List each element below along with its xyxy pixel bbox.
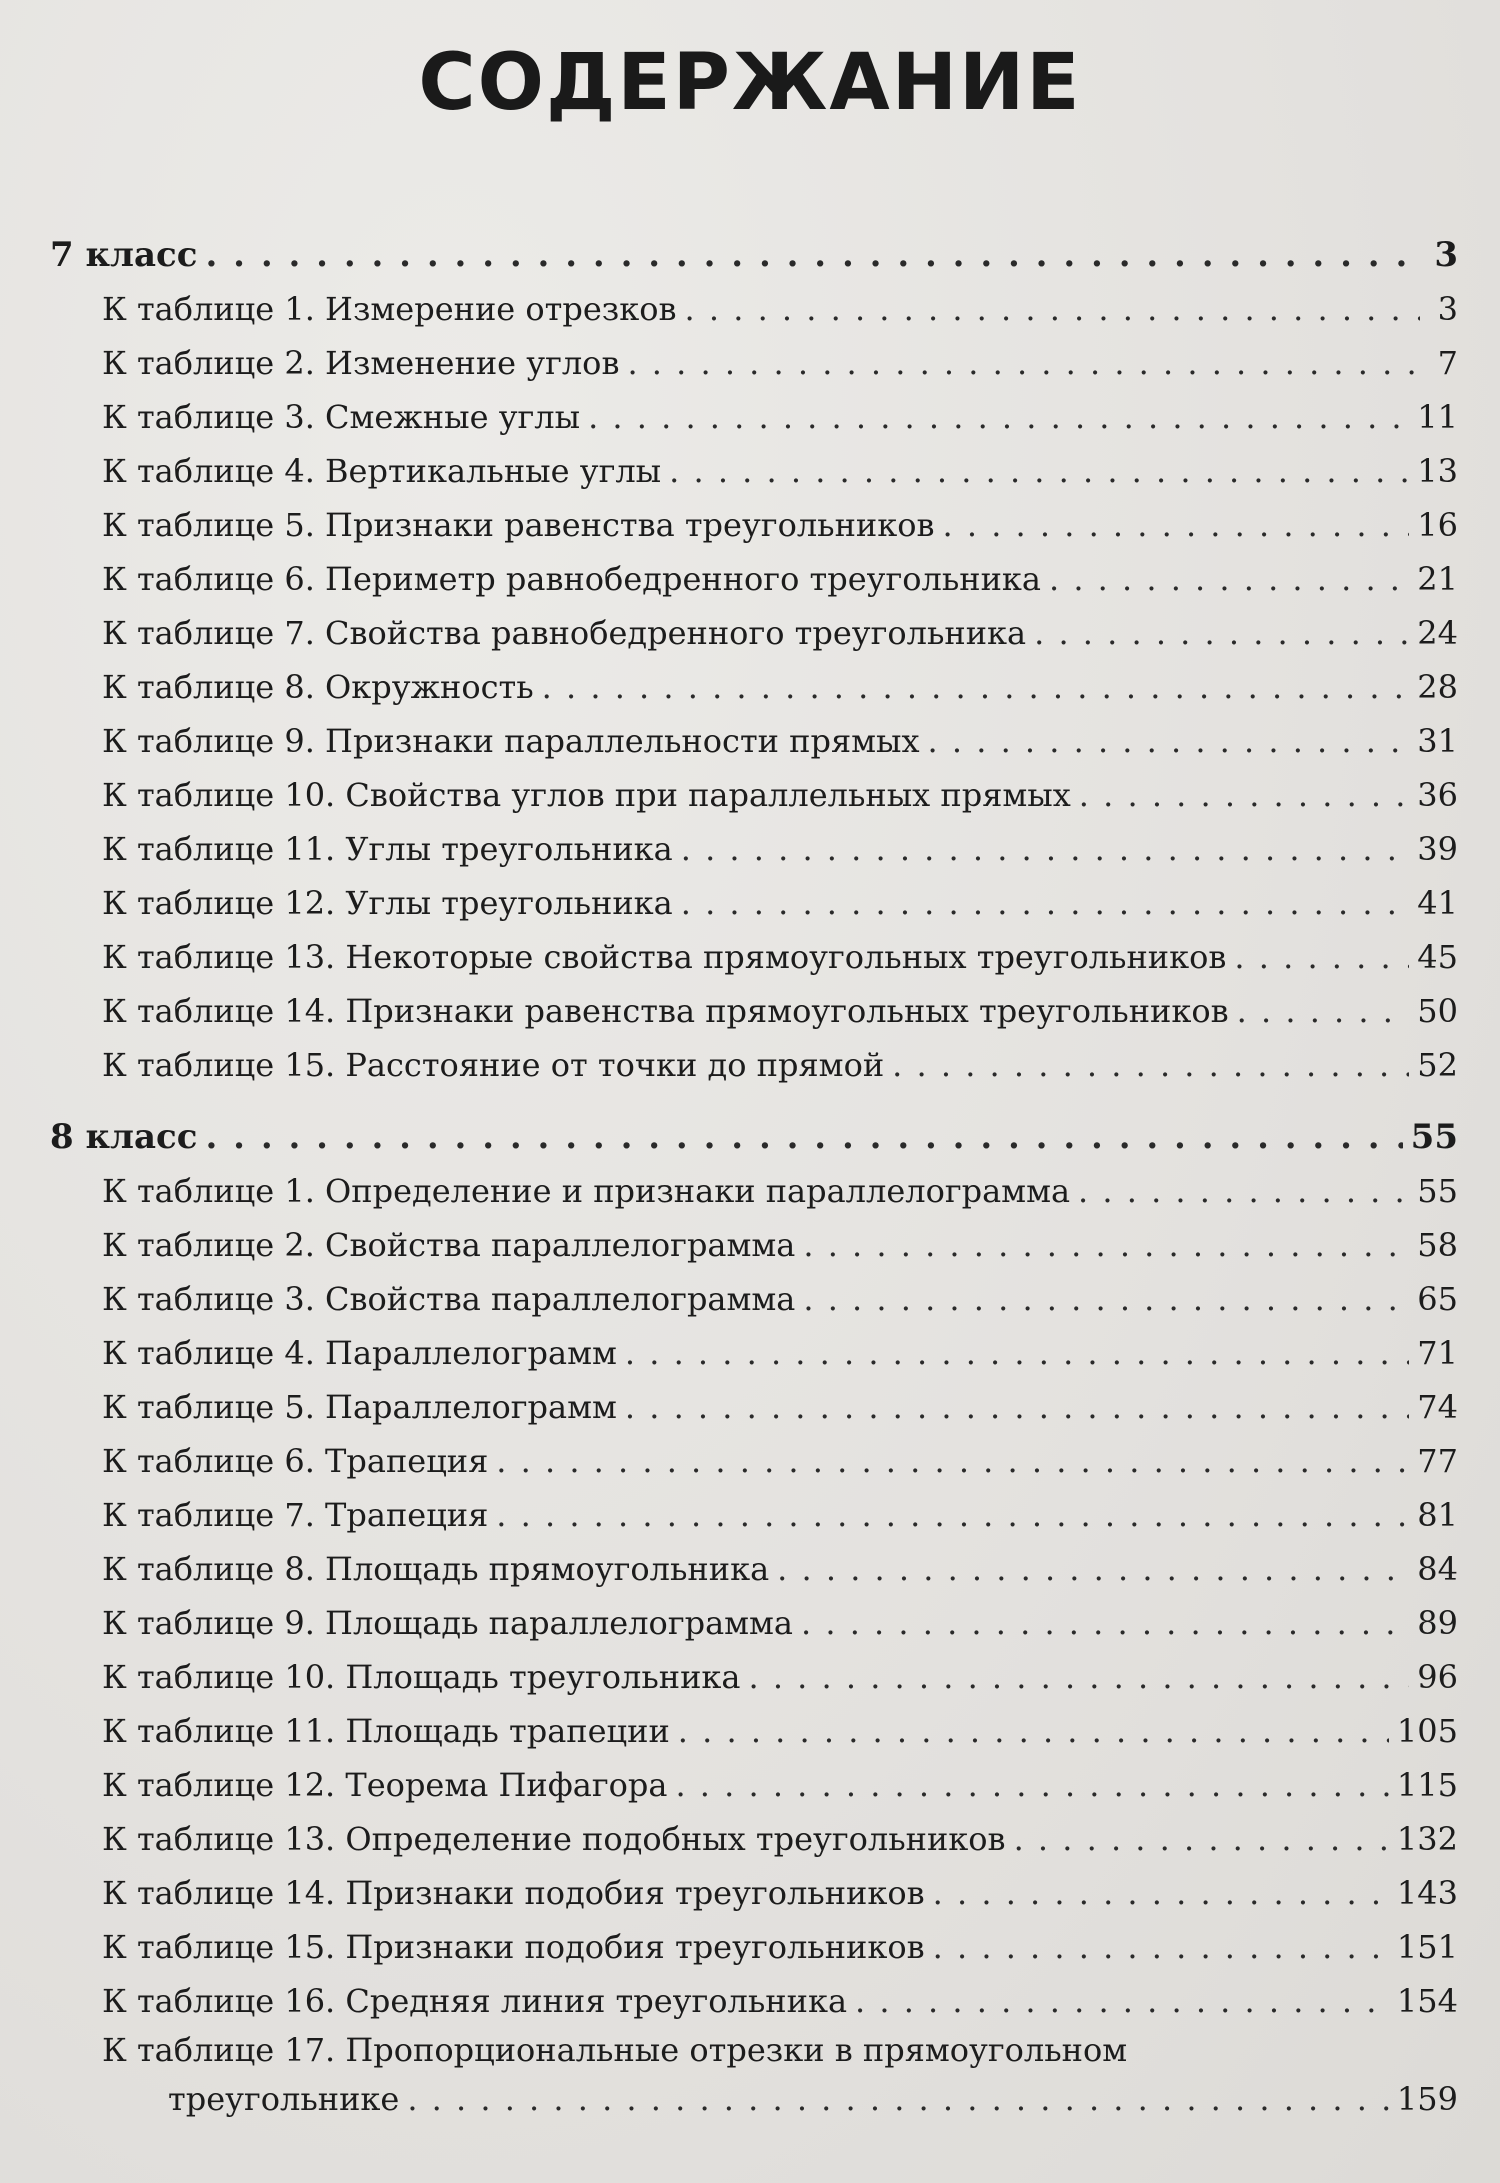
page-number: 58 <box>1417 1226 1458 1264</box>
toc-entry[interactable] <box>50 714 1458 768</box>
dot-leader <box>675 1758 1388 1812</box>
toc-entry-label: К таблице 15. Признаки подобия треугольников <box>102 1928 925 1966</box>
page-number: 31 <box>1417 722 1458 760</box>
page-number: 36 <box>1417 776 1458 814</box>
toc-section <box>50 1110 1458 2126</box>
toc-entry[interactable] <box>50 1272 1458 1326</box>
section-heading[interactable] <box>50 228 1458 282</box>
toc-entry-label: К таблице 6. Периметр равнобедренного треугольника <box>102 560 1041 598</box>
toc-entry[interactable] <box>50 606 1458 660</box>
page-number: 50 <box>1417 992 1458 1030</box>
toc-entry-label: К таблице 9. Площадь параллелограмма <box>102 1604 793 1642</box>
toc-entry[interactable] <box>50 390 1458 444</box>
dot-leader <box>542 660 1410 714</box>
toc-entry[interactable] <box>50 876 1458 930</box>
toc-entry-label: К таблице 14. Признаки равенства прямоугольных треугольников <box>102 992 1229 1030</box>
toc-entry[interactable] <box>50 1650 1458 1704</box>
page-number: 52 <box>1417 1046 1458 1084</box>
toc-entry[interactable] <box>50 930 1458 984</box>
toc-entry[interactable] <box>50 1038 1458 1092</box>
toc-entry[interactable] <box>50 1812 1458 1866</box>
toc-entry-label: К таблице 13. Определение подобных треугольников <box>102 1820 1006 1858</box>
dot-leader <box>1049 552 1409 606</box>
toc-entry[interactable] <box>50 1434 1458 1488</box>
page-number: 96 <box>1417 1658 1458 1696</box>
page-number: 7 <box>1437 344 1458 382</box>
toc-entry-label: К таблице 10. Свойства углов при параллельных прямых <box>102 776 1071 814</box>
toc-entry[interactable] <box>50 444 1458 498</box>
toc-entry[interactable] <box>50 1488 1458 1542</box>
toc-entry[interactable] <box>50 1326 1458 1380</box>
toc-entry-label: К таблице 3. Свойства параллелограмма <box>102 1280 796 1318</box>
dot-leader <box>1034 606 1409 660</box>
dot-leader <box>803 1218 1409 1272</box>
dot-leader <box>588 390 1409 444</box>
toc-entry[interactable] <box>50 1974 1458 2028</box>
toc-entry[interactable] <box>50 822 1458 876</box>
page-number: 3 <box>1434 235 1458 275</box>
dot-leader <box>943 498 1410 552</box>
toc-entry[interactable] <box>50 1542 1458 1596</box>
dot-leader <box>748 1650 1409 1704</box>
toc-entry[interactable] <box>50 768 1458 822</box>
section-heading-label: 8 класс <box>50 1117 198 1157</box>
toc-entry-label: К таблице 16. Средняя линия треугольника <box>102 1982 848 2020</box>
toc-entry-label: К таблице 10. Площадь треугольника <box>102 1658 741 1696</box>
toc-entry-label: К таблице 6. Трапеция <box>102 1442 489 1480</box>
page-number: 13 <box>1417 452 1458 490</box>
toc-entry-label: К таблице 5. Параллелограмм <box>102 1388 617 1426</box>
toc-entry-label: К таблице 1. Измерение отрезков <box>102 290 677 328</box>
dot-leader <box>933 1866 1389 1920</box>
toc-entry-label: К таблице 8. Площадь прямоугольника <box>102 1550 770 1588</box>
dot-leader <box>933 1920 1389 1974</box>
dot-leader <box>685 282 1420 336</box>
page-number: 159 <box>1396 2080 1458 2118</box>
dot-leader <box>1079 768 1409 822</box>
page-number: 41 <box>1417 884 1458 922</box>
dot-leader <box>625 1326 1409 1380</box>
page-title: СОДЕРЖАНИЕ <box>418 38 1082 128</box>
page-number: 3 <box>1437 290 1458 328</box>
toc-entry[interactable] <box>50 660 1458 714</box>
toc-entry-label: К таблице 12. Углы треугольника <box>102 884 673 922</box>
page-number: 154 <box>1396 1982 1458 2020</box>
dot-leader <box>669 444 1409 498</box>
page-number: 24 <box>1417 614 1458 652</box>
toc-entry-label: треугольнике <box>168 2080 400 2118</box>
page-number: 105 <box>1396 1712 1458 1750</box>
toc-entry[interactable] <box>50 552 1458 606</box>
page-number: 55 <box>1410 1117 1458 1157</box>
toc-entry[interactable] <box>50 1218 1458 1272</box>
page-number: 11 <box>1417 398 1458 436</box>
toc-entry-label: К таблице 11. Площадь трапеции <box>102 1712 670 1750</box>
toc-entry-label: К таблице 14. Признаки подобия треугольников <box>102 1874 925 1912</box>
dot-leader <box>205 228 1420 282</box>
page-number: 65 <box>1417 1280 1458 1318</box>
dot-leader <box>407 2072 1389 2126</box>
toc-entry-continuation[interactable] <box>50 2072 1458 2126</box>
dot-leader <box>777 1542 1409 1596</box>
dot-leader <box>205 1110 1402 1164</box>
dot-leader <box>892 1038 1409 1092</box>
page-number: 16 <box>1417 506 1458 544</box>
dot-leader <box>678 1704 1389 1758</box>
toc-entry-label: К таблице 7. Свойства равнобедренного треугольника <box>102 614 1027 652</box>
page-number: 71 <box>1417 1334 1458 1372</box>
toc-entry-label: К таблице 12. Теорема Пифагора <box>102 1766 668 1804</box>
toc-entry-label: К таблице 7. Трапеция <box>102 1496 489 1534</box>
table-of-contents <box>50 228 1458 2126</box>
page-number: 74 <box>1417 1388 1458 1426</box>
dot-leader <box>627 336 1420 390</box>
toc-entry-label: К таблице 2. Изменение углов <box>102 344 620 382</box>
toc-entry-label: К таблице 9. Признаки параллельности прямых <box>102 722 920 760</box>
toc-entry[interactable] <box>50 1596 1458 1650</box>
toc-entry[interactable] <box>50 336 1458 390</box>
dot-leader <box>801 1596 1409 1650</box>
page-number: 39 <box>1417 830 1458 868</box>
toc-entry[interactable] <box>50 1164 1458 1218</box>
page-number: 89 <box>1417 1604 1458 1642</box>
toc-entry[interactable] <box>50 1704 1458 1758</box>
dot-leader <box>1078 1164 1409 1218</box>
toc-entry-label: К таблице 8. Окружность <box>102 668 534 706</box>
page-number: 55 <box>1417 1172 1458 1210</box>
section-heading-label: 7 класс <box>50 235 198 275</box>
page-number: 21 <box>1417 560 1458 598</box>
dot-leader <box>625 1380 1409 1434</box>
page-number: 45 <box>1417 938 1458 976</box>
dot-leader <box>496 1434 1409 1488</box>
dot-leader <box>681 822 1410 876</box>
page-number: 81 <box>1417 1496 1458 1534</box>
dot-leader <box>1237 984 1410 1038</box>
page-number: 132 <box>1396 1820 1458 1858</box>
page-number: 28 <box>1417 668 1458 706</box>
toc-entry-label: К таблице 11. Углы треугольника <box>102 830 673 868</box>
toc-entry-label: К таблице 17. Пропорциональные отрезки в прямоугольном <box>102 2031 1128 2069</box>
page-number: 115 <box>1396 1766 1458 1804</box>
dot-leader <box>928 714 1410 768</box>
toc-entry-label: К таблице 2. Свойства параллелограмма <box>102 1226 796 1264</box>
toc-entry-label: К таблице 3. Смежные углы <box>102 398 581 436</box>
page-number: 77 <box>1417 1442 1458 1480</box>
toc-entry-label: К таблице 15. Расстояние от точки до прямой <box>102 1046 885 1084</box>
toc-section <box>50 228 1458 1092</box>
toc-entry[interactable] <box>50 1758 1458 1812</box>
dot-leader <box>1014 1812 1389 1866</box>
toc-entry[interactable] <box>50 1920 1458 1974</box>
page-number: 84 <box>1417 1550 1458 1588</box>
section-heading[interactable] <box>50 1110 1458 1164</box>
toc-entry-label: К таблице 13. Некоторые свойства прямоугольных треугольников <box>102 938 1227 976</box>
toc-entry-label: К таблице 5. Признаки равенства треугольников <box>102 506 935 544</box>
dot-leader <box>681 876 1410 930</box>
dot-leader <box>496 1488 1409 1542</box>
toc-entry[interactable] <box>50 984 1458 1038</box>
toc-entry[interactable] <box>50 1866 1458 1920</box>
dot-leader <box>855 1974 1389 2028</box>
dot-leader <box>803 1272 1409 1326</box>
toc-entry-label: К таблице 1. Определение и признаки параллелограмма <box>102 1172 1071 1210</box>
toc-entry[interactable] <box>50 282 1458 336</box>
page-number: 151 <box>1396 1928 1458 1966</box>
toc-entry[interactable] <box>50 1380 1458 1434</box>
toc-entry[interactable] <box>50 498 1458 552</box>
toc-entry[interactable] <box>50 2028 1458 2072</box>
page-number: 143 <box>1396 1874 1458 1912</box>
dot-leader <box>1234 930 1409 984</box>
toc-entry-label: К таблице 4. Параллелограмм <box>102 1334 617 1372</box>
toc-entry-label: К таблице 4. Вертикальные углы <box>102 452 662 490</box>
